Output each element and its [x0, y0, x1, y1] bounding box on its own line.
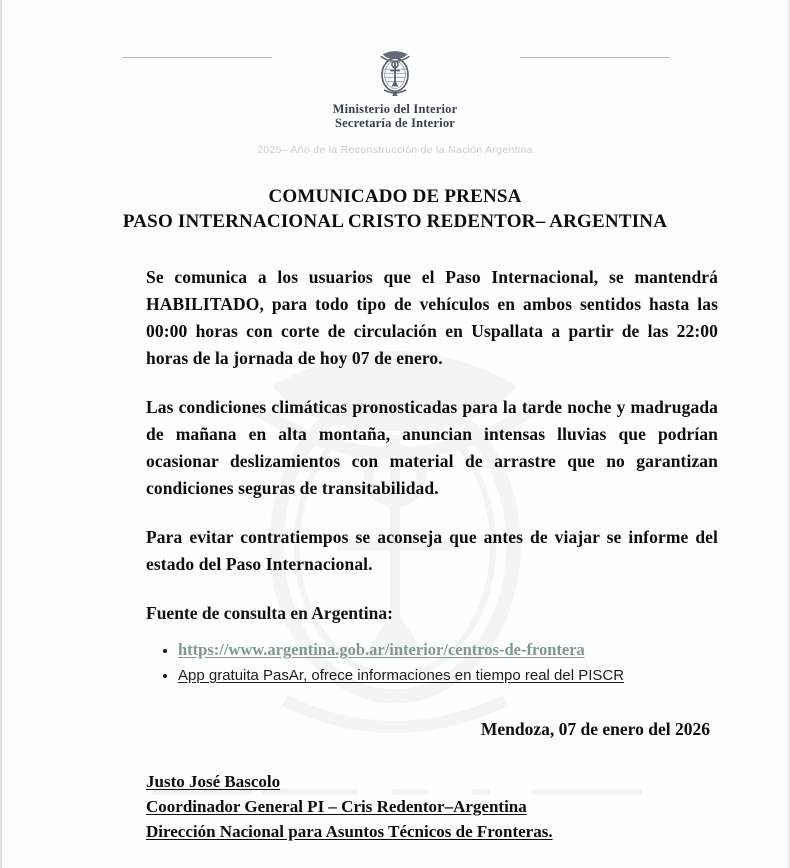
sources-heading: Fuente de consulta en Argentina:	[146, 603, 393, 623]
signature-row	[146, 770, 788, 794]
letterhead	[2, 0, 788, 156]
list-item	[178, 665, 718, 687]
signatory-name: Justo José Bascolo	[146, 772, 281, 791]
paragraph-3: Para evitar contratiempos se aconseja que antes de viajar se informe del estado del Paso Internacional.	[146, 527, 718, 574]
sources-list	[152, 639, 718, 687]
place-and-date: Mendoza, 07 de enero del 2026	[480, 719, 710, 739]
signature-row	[146, 820, 788, 844]
list-item	[178, 639, 718, 662]
paragraph-2: Las condiciones climáticas pronosticadas para la tarde noche y madrugada de mañana en alta montaña, anuncian intensas lluvias que podrían ocasionar deslizamientos con material de arrastre que no garantizan condiciones seguras de transitabilidad.	[146, 397, 718, 498]
header-rule-left	[122, 57, 272, 58]
signature-row	[146, 795, 788, 819]
argentina-coat-of-arms-icon	[374, 46, 416, 98]
document-title	[2, 184, 788, 234]
ministry-name	[2, 102, 788, 130]
signatory-department: Dirección Nacional para Asuntos Técnicos de Fronteras.	[146, 822, 553, 841]
year-slogan: 2025– Año de la Reconstrucción de la Nación Argentina	[257, 144, 533, 156]
header-rule-right	[520, 57, 670, 58]
signature-block	[146, 770, 788, 844]
document-body	[146, 264, 718, 687]
title-line-1: COMUNICADO DE PRENSA	[268, 186, 522, 207]
title-line-2: PASO INTERNACIONAL CRISTO REDENTOR– ARGENTINA	[122, 211, 668, 232]
ministry-line-1: Ministerio del Interior	[332, 102, 458, 116]
pasar-app-source: App gratuita PasAr, ofrece informaciones en tiempo real del PISCR	[178, 667, 625, 684]
paragraph-1: Se comunica a los usuarios que el Paso Internacional, se mantendrá HABILITADO, para todo tipo de vehículos en ambos sentidos hasta las 00:00 horas con corte de circulación en Uspallata a partir de las 22:00 horas de la jornada de hoy 07 de enero.	[146, 267, 718, 368]
ministry-line-2: Secretaría de Interior	[334, 116, 456, 130]
signatory-role: Coordinador General PI – Cris Redentor–Argentina	[146, 797, 527, 816]
argentina-gob-link[interactable]: https://www.argentina.gob.ar/interior/centros-de-frontera	[178, 640, 585, 659]
